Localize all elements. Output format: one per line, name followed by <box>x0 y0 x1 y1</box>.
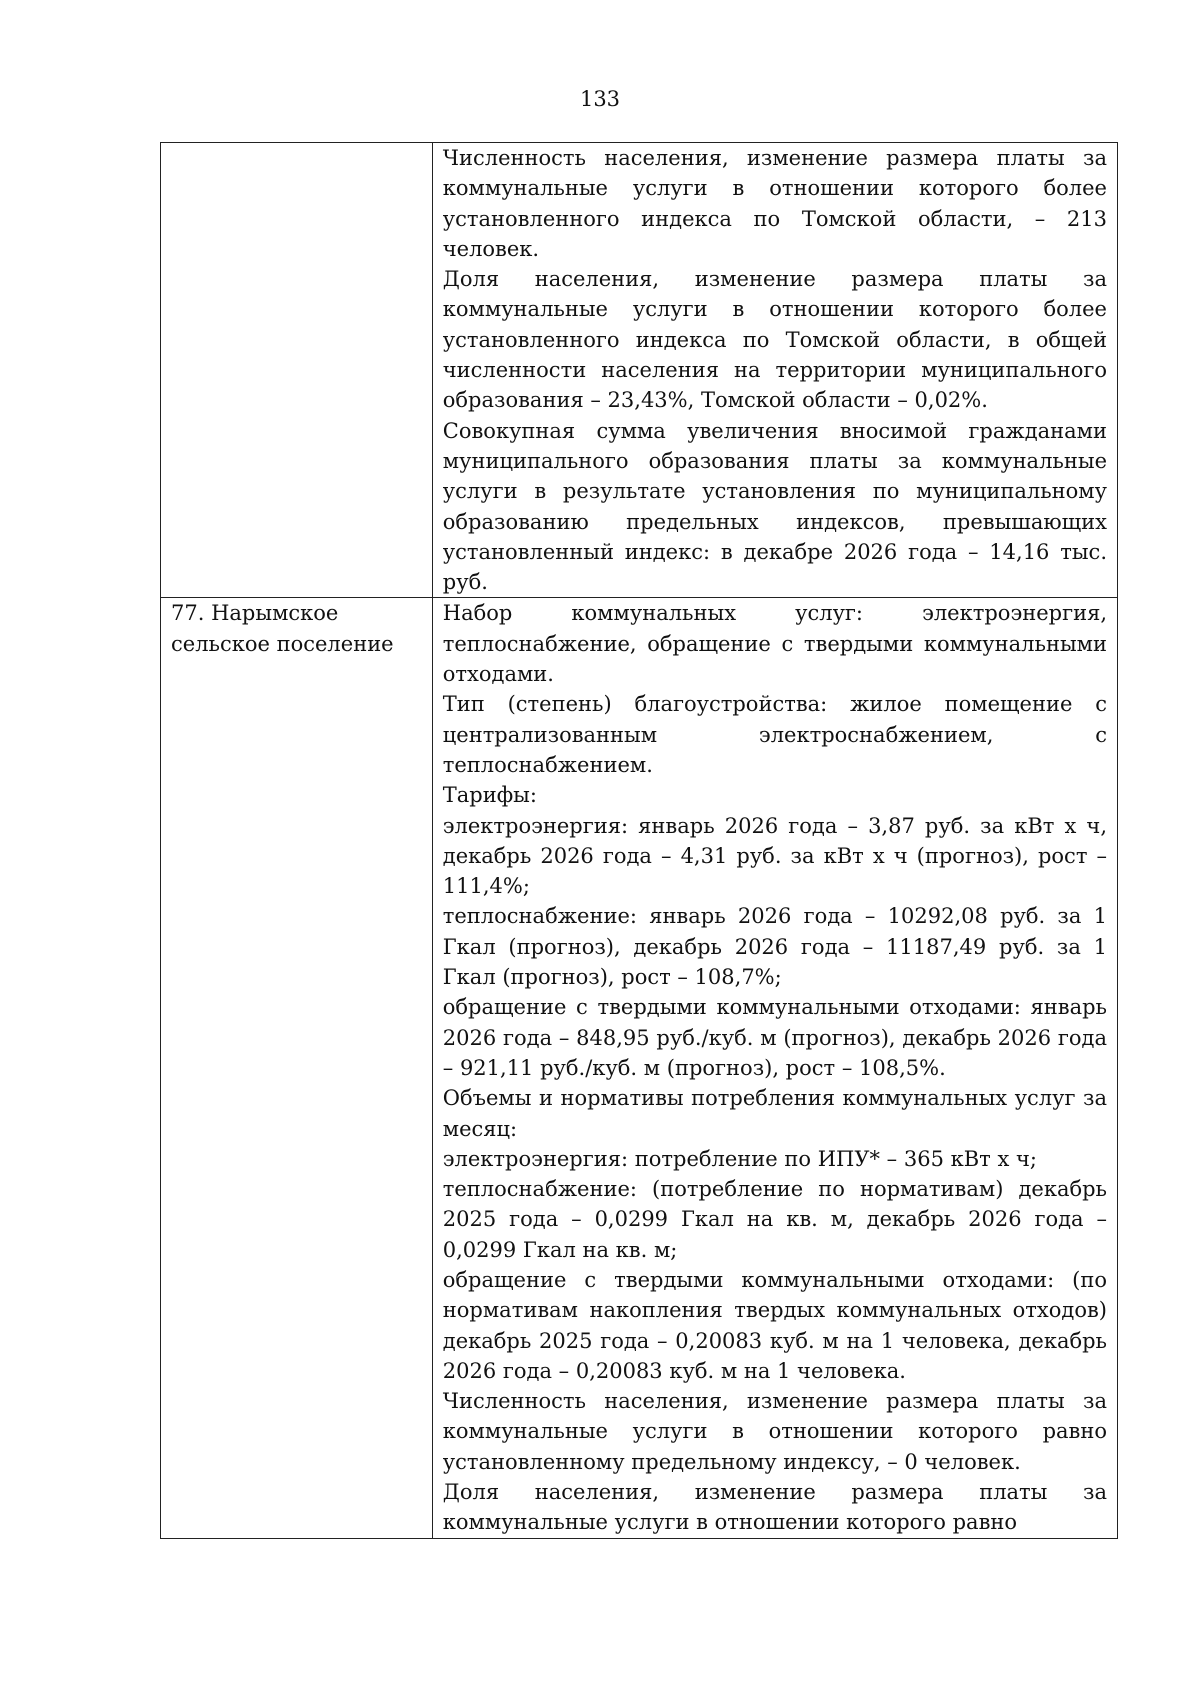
paragraph: Численность населения, изменение размера платы за коммунальные услуги в отношении которого более установленного индекса по Томской области, – 213 человек. <box>442 146 1107 261</box>
paragraph: обращение с твердыми коммунальными отходами: (по нормативам накопления твердых коммунальных отходов) декабрь 2025 года – 0,20083 куб. м на 1 человека, декабрь 2026 года – 0,20083 куб. м на 1 человека. <box>442 1267 1107 1383</box>
paragraph: Доля населения, изменение размера платы за коммунальные услуги в отношении которого более установленного индекса по Томской области, в общей численности населения на территории муниципального образования – 23,43%, Томской области – 0,02%. <box>442 267 1107 413</box>
paragraph: Доля населения, изменение размера платы за коммунальные услуги в отношении которого равно <box>442 1480 1107 1535</box>
paragraph: электроэнергия: январь 2026 года – 3,87 руб. за кВт х ч, декабрь 2026 года – 4,31 руб. за кВт х ч (прогноз), рост – 111,4%; <box>442 813 1107 899</box>
paragraph: Совокупная сумма увеличения вносимой гражданами муниципального образования платы за коммунальные услуги в результате установления по муниципальному образованию предельных индексов, превышающих установленный индекс: в декабре 2026 года – 14,16 тыс. руб. <box>442 418 1107 595</box>
paragraph: Численность населения, изменение размера платы за коммунальные услуги в отношении которого равно установленному предельному индексу, – 0 человек. <box>442 1389 1107 1474</box>
table-row <box>161 143 1118 598</box>
paragraph: электроэнергия: потребление по ИПУ* – 365 кВт х ч; <box>442 1146 1037 1171</box>
tariff-table <box>160 142 1118 1539</box>
municipality-name: 77. Нарымское сельское поселение <box>171 601 394 656</box>
description-cell <box>432 143 1117 598</box>
description-cell <box>432 598 1117 1538</box>
paragraph: Тарифы: <box>442 783 537 808</box>
municipality-cell <box>161 598 433 1538</box>
paragraph: теплоснабжение: январь 2026 года – 10292,08 руб. за 1 Гкал (прогноз), декабрь 2026 года – 11187,49 руб. за 1 Гкал (прогноз), рост – 108,7%; <box>442 904 1107 990</box>
page-number: 133 <box>579 87 621 111</box>
paragraph: теплоснабжение: (потребление по нормативам) декабрь 2025 года – 0,0299 Гкал на кв. м, декабрь 2026 года – 0,0299 Гкал на кв. м; <box>442 1177 1107 1262</box>
municipality-cell <box>161 143 433 598</box>
paragraph: Объемы и нормативы потребления коммунальных услуг за месяц: <box>442 1086 1107 1141</box>
table-row <box>161 598 1118 1538</box>
paragraph: Тип (степень) благоустройства: жилое помещение с централизованным электроснабжением, с теплоснабжением. <box>442 692 1107 777</box>
paragraph: обращение с твердыми коммунальными отходами: январь 2026 года – 848,95 руб./куб. м (прогноз), декабрь 2026 года – 921,11 руб./куб. м (прогноз), рост – 108,5%. <box>442 995 1107 1080</box>
paragraph: Набор коммунальных услуг: электроэнергия, теплоснабжение, обращение с твердыми коммунальными отходами. <box>442 601 1107 687</box>
